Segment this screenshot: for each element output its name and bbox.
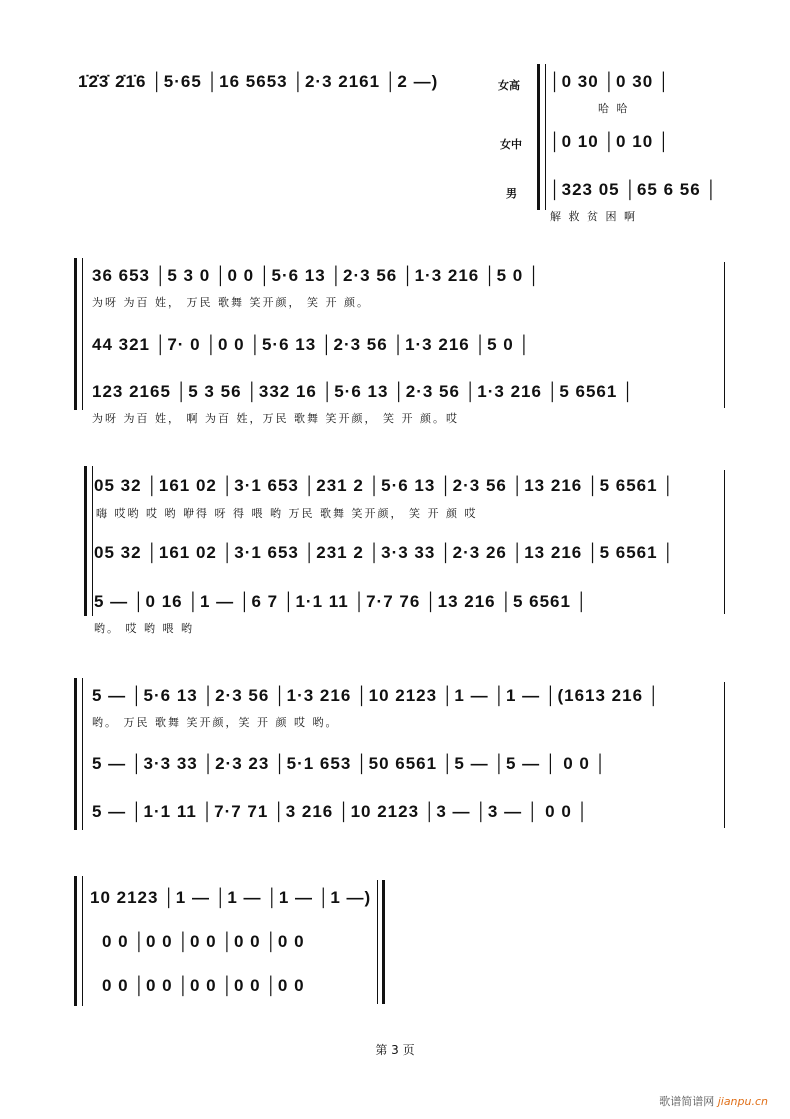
system-bracket-4 [82,678,83,830]
watermark-site: 歌谱简谱网 [659,1095,715,1108]
sop-lyric-3: 嗨 哎哟 哎 哟 咿得 呀 得 喂 哟 万民 歌舞 笑开颜， 笑 开 颜 哎 [96,507,478,520]
system-brace-5 [74,876,77,1006]
sop-line-1: │0 30 │0 30 │ [550,72,671,91]
alto-line-2: 44 321 │7· 0 │0 0 │5·6 13 │2·3 56 │1·3 216 │5 0 │ [92,335,532,354]
system-bracket-3 [92,466,93,616]
system-bracket-5 [82,876,83,1006]
sop-line-2: 36 653 │5 3 0 │0 0 │5·6 13 │2·3 56 │1·3 216 │5 0 │ [92,266,541,285]
label-male: 男 [506,187,517,200]
label-alto: 女中 [500,138,522,151]
male-line-3: 5 — │0 16 │1 — │6 7 │1·1 11 │7·7 76 │13 216 │5 6561 │ [94,592,589,611]
alto-line-1: │0 10 │0 10 │ [550,132,671,151]
watermark-url: jianpu.cn [717,1095,768,1108]
alto-line-5: 0 0 │0 0 │0 0 │0 0 │0 0 [102,932,305,951]
male-lyric-1: 解 救 贫 困 啊 [550,210,637,223]
system-brace-4 [74,678,77,830]
male-lyric-3: 哟。 哎 哟 喂 哟 [94,622,194,635]
sop-lyric-2: 为呀 为百 姓， 万民 歌舞 笑开颜， 笑 开 颜。 [92,296,370,309]
system-brace-2 [74,258,77,410]
sop-line-4: 5 — │5·6 13 │2·3 56 │1·3 216 │10 2123 │1 — │1 — │(1613 216 │ [92,686,661,705]
page-number: 第 3 页 [375,1043,415,1057]
system-bracket-2 [82,258,83,410]
sop-lyric-1: 哈 哈 [598,102,630,115]
system-endbar-3 [724,470,725,614]
male-lyric-2: 为呀 为百 姓， 啊 为百 姓，万民 歌舞 笑开颜， 笑 开 颜。哎 [92,412,459,425]
male-line-4: 5 — │1·1 11 │7·7 71 │3 216 │10 2123 │3 — │3 — │ 0 0 │ [92,802,590,821]
system-brace-3 [84,466,87,616]
male-line-5: 0 0 │0 0 │0 0 │0 0 │0 0 [102,976,305,995]
system-endbar-4 [724,682,725,828]
intro-line: 1̇2̇3̇ 2̇1̇6 │5·65 │16 5653 │2·3 2161 │2 —) [78,72,439,91]
male-line-2: 123 2165 │5 3 56 │332 16 │5·6 13 │2·3 56 │1·3 216 │5 6561 │ [92,382,635,401]
alto-line-4: 5 — │3·3 33 │2·3 23 │5·1 653 │50 6561 │5 — │5 — │ 0 0 │ [92,754,608,773]
final-barline [382,880,385,1004]
label-soprano: 女高 [498,79,520,92]
sop-lyric-4: 哟。 万民 歌舞 笑开颜，笑 开 颜 哎 哟。 [92,716,339,729]
male-line-1: │323 05 │65 6 56 │ [550,180,719,199]
sop-line-5: 10 2123 │1 — │1 — │1 — │1 —) [90,888,372,907]
sop-line-3: 05 32 │161 02 │3·1 653 │231 2 │5·6 13 │2·3 56 │13 216 │5 6561 │ [94,476,675,495]
watermark [659,1093,768,1109]
system-brace-1 [537,64,540,210]
alto-line-3: 05 32 │161 02 │3·1 653 │231 2 │3·3 33 │2·3 26 │13 216 │5 6561 │ [94,543,675,562]
final-barline-thin [377,880,378,1004]
system-bracket-1 [545,64,546,210]
system-endbar-2 [724,262,725,408]
